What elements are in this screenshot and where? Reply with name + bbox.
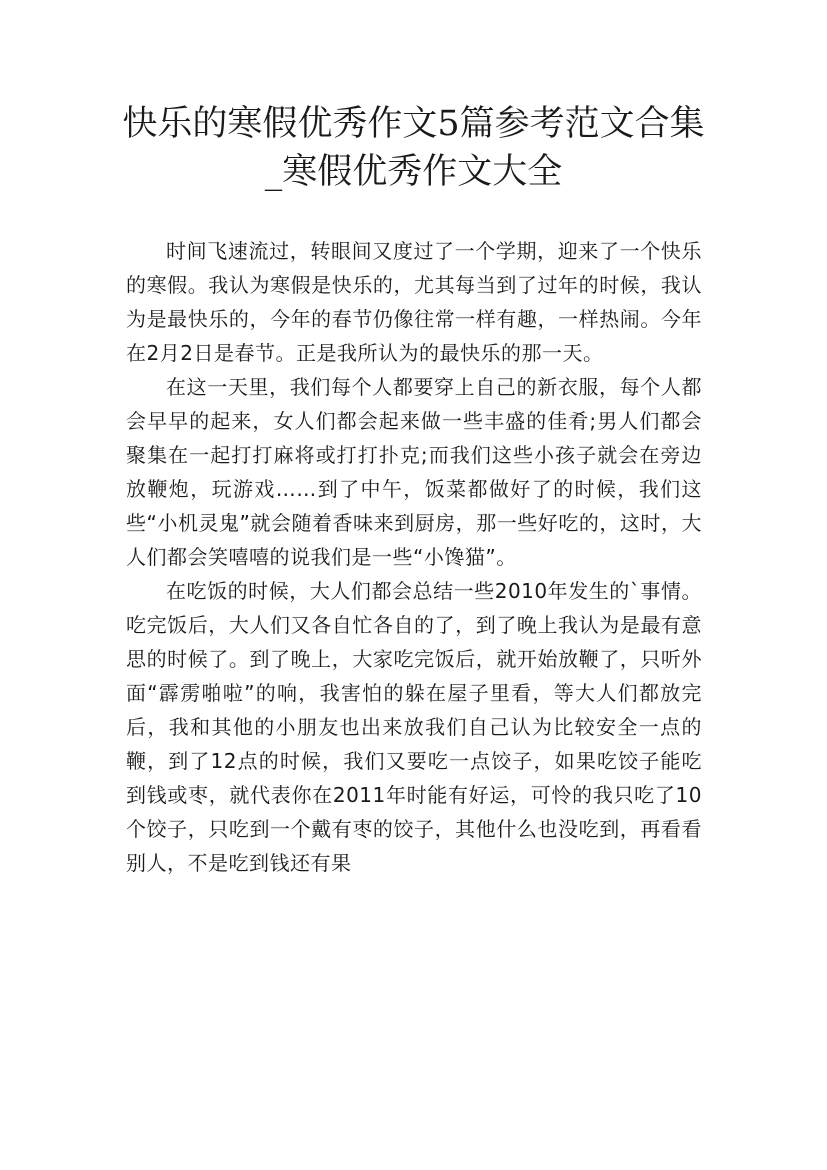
paragraph-3: 在吃饭的时候，大人们都会总结一些2010年发生的`事情。吃完饭后，大人们又各自忙各自的了，到了晚上我认为是最有意思的时候了。到了晚上，大家吃完饭后，就开始放鞭了，只听外面“霹雳啪啦”的响，我害怕的躲在屋子里看，等大人们都放完后，我和其他的小朋友也出来放我们自己认为比较安全一点的鞭，到了12点的时候，我们又要吃一点饺子，如果吃饺子能吃到钱或枣，就代表你在2011年时能有好运，可怜的我只吃了10个饺子，只吃到一个戴有枣的饺子，其他什么也没吃到，再看看别人，不是吃到钱还有果 [126, 579, 702, 875]
document-body [126, 234, 702, 880]
paragraph-1: 时间飞速流过，转眼间又度过了一个学期，迎来了一个快乐的寒假。我认为寒假是快乐的，尤其每当到了过年的时候，我认为是最快乐的，今年的春节仍像往常一样有趣，一样热闹。今年在2月2日是春节。正是我所认为的最快乐的那一天。 [126, 239, 702, 365]
paragraph-2: 在这一天里，我们每个人都要穿上自己的新衣服，每个人都会早早的起来，女人们都会起来做一些丰盛的佳肴;男人们都会聚集在一起打打麻将或打打扑克;而我们这些小孩子就会在旁边放鞭炮，玩游戏……到了中午，饭菜都做好了的时候，我们这些“小机灵鬼”就会随着香味来到厨房，那一些好吃的，这时，大人们都会笑嘻嘻的说我们是一些“小馋猫”。 [126, 375, 702, 569]
document-title: 快乐的寒假优秀作文5篇参考范文合集_寒假优秀作文大全 [122, 104, 705, 192]
